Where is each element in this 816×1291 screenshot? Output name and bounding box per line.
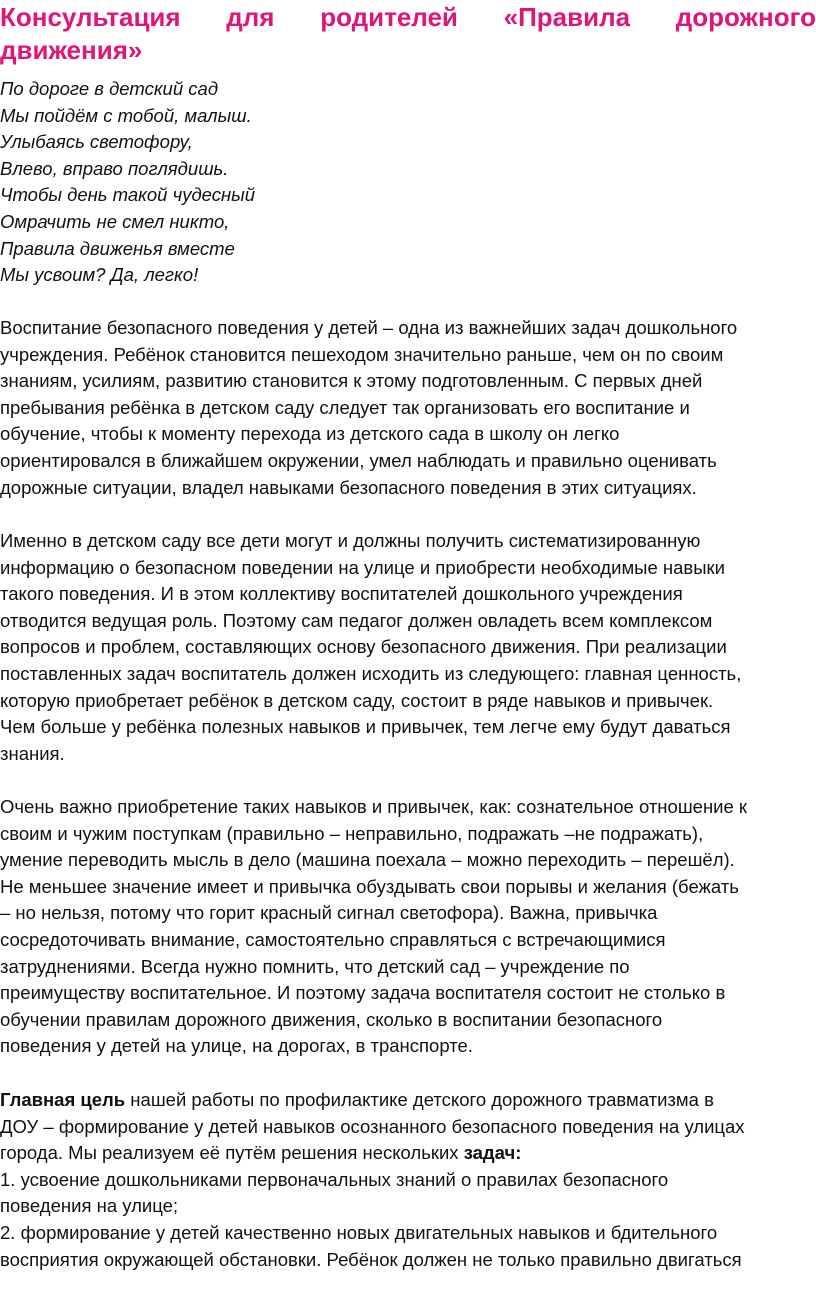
page-title: [0, 1, 816, 67]
paragraph-line: знания.: [0, 742, 65, 764]
poem-line: По дороге в детский сад: [0, 78, 219, 99]
paragraph-1: [0, 315, 816, 501]
paragraph-line: Не меньшее значение имеет и привычка обуздывать свои порывы и желания (бежать: [0, 875, 739, 897]
title-word: для: [226, 2, 275, 32]
list-item: 1. усвоение дошкольниками первоначальных знаний о правилах безопасного: [0, 1168, 669, 1190]
paragraph-line: затруднениями. Всегда нужно помнить, что детский сад – учреждение по: [0, 955, 630, 977]
paragraph-line: Очень важно приобретение таких навыков и привычек, как: сознательное отношение к: [0, 796, 748, 817]
paragraph-line: отводится ведущая роль. Поэтому сам педагог должен овладеть всем комплексом: [0, 609, 713, 631]
poem: [0, 76, 816, 289]
paragraph-4: [0, 1087, 816, 1273]
paragraph-2: [0, 528, 816, 767]
paragraph-line: своим и чужим поступкам (правильно – неправильно, подражать –не подражать),: [0, 822, 704, 844]
paragraph-line: дорожные ситуации, владел навыками безопасного поведения в этих ситуациях.: [0, 476, 697, 498]
list-item: 2. формирование у детей качественно новых двигательных навыков и бдительного: [0, 1221, 718, 1243]
paragraph-line: ориентировался в ближайшем окружении, умел наблюдать и правильно оценивать: [0, 449, 717, 471]
paragraph-text: города. Мы реализуем её путём решения нескольких: [0, 1142, 464, 1164]
paragraph-text: нашей работы по профилактике детского дорожного травматизма в: [125, 1089, 714, 1110]
paragraph-line: поставленных задач воспитатель должен исходить из следующего: главная ценность,: [0, 662, 742, 684]
poem-line: Омрачить не смел никто,: [0, 210, 230, 232]
title-word: родителей: [320, 2, 458, 32]
paragraph-line: Воспитание безопасного поведения у детей – одна из важнейших задач дошкольного: [0, 317, 738, 338]
paragraph-line: ДОУ – формирование у детей навыков осознанного безопасного поведения на улицах: [0, 1115, 745, 1137]
poem-line: Чтобы день такой чудесный: [0, 184, 256, 206]
title-word: дорожного: [675, 2, 816, 32]
paragraph-line: сосредоточивать внимание, самостоятельно справляться с встречающимися: [0, 928, 666, 950]
paragraph-line: Чем больше у ребёнка полезных навыков и привычек, тем легче ему будут даваться: [0, 716, 731, 738]
paragraph-line: учреждения. Ребёнок становится пешеходом значительно раньше, чем он по своим: [0, 343, 724, 365]
main-goal-label: Главная цель: [0, 1089, 126, 1110]
title-line-1: [0, 1, 816, 34]
paragraph-line: знаниям, усилиям, развитию становится к этому подготовленным. С первых дней: [0, 370, 703, 392]
paragraph-line: [0, 1140, 816, 1167]
paragraph-line: информацию о безопасном поведении на улице и приобрести необходимые навыки: [0, 556, 725, 578]
title-word: «Правила: [503, 2, 631, 32]
paragraph-line: такого поведения. И в этом коллективу воспитателей дошкольного учреждения: [0, 583, 683, 605]
paragraph-line: восприятия окружающей обстановки. Ребёнок должен не только правильно двигаться: [0, 1248, 742, 1270]
paragraph-line: пребывания ребёнка в детском саду следует так организовать его воспитание и: [0, 396, 690, 418]
poem-line: Мы пойдём с тобой, малыш.: [0, 104, 252, 126]
paragraph-line: Именно в детском саду все дети могут и должны получить систематизированную: [0, 530, 701, 551]
title-line-2: движения»: [0, 35, 143, 65]
paragraph-line: вопросов и проблем, составляющих основу безопасного движения. При реализации: [0, 636, 727, 658]
poem-line: Мы усвоим? Да, легко!: [0, 264, 199, 286]
paragraph-line: обучении правилам дорожного движения, сколько в воспитании безопасного: [0, 1008, 663, 1030]
paragraph-line: – но нельзя, потому что горит красный сигнал светофора). Важна, привычка: [0, 902, 658, 924]
paragraph-line: поведения у детей на улице, на дорогах, в транспорте.: [0, 1035, 473, 1057]
tasks-label: задач:: [463, 1142, 522, 1164]
poem-line: Правила движенья вместе: [0, 237, 235, 259]
paragraph-line: умение переводить мысль в дело (машина поехала – можно переходить – перешёл).: [0, 849, 735, 871]
title-word: Консультация: [0, 2, 181, 32]
poem-line: Влево, вправо поглядишь.: [0, 157, 229, 179]
paragraph-3: [0, 794, 816, 1060]
poem-line: Улыбаясь светофору,: [0, 131, 193, 153]
paragraph-line: которую приобретает ребёнок в детском саду, состоит в ряде навыков и привычек.: [0, 689, 714, 711]
paragraph-line: обучение, чтобы к моменту перехода из детского сада в школу он легко: [0, 423, 620, 445]
paragraph-line: преимуществу воспитательное. И поэтому задача воспитателя состоит не столько в: [0, 982, 726, 1004]
paragraph-line: [0, 1087, 816, 1114]
paragraph-line: поведения на улице;: [0, 1195, 179, 1217]
